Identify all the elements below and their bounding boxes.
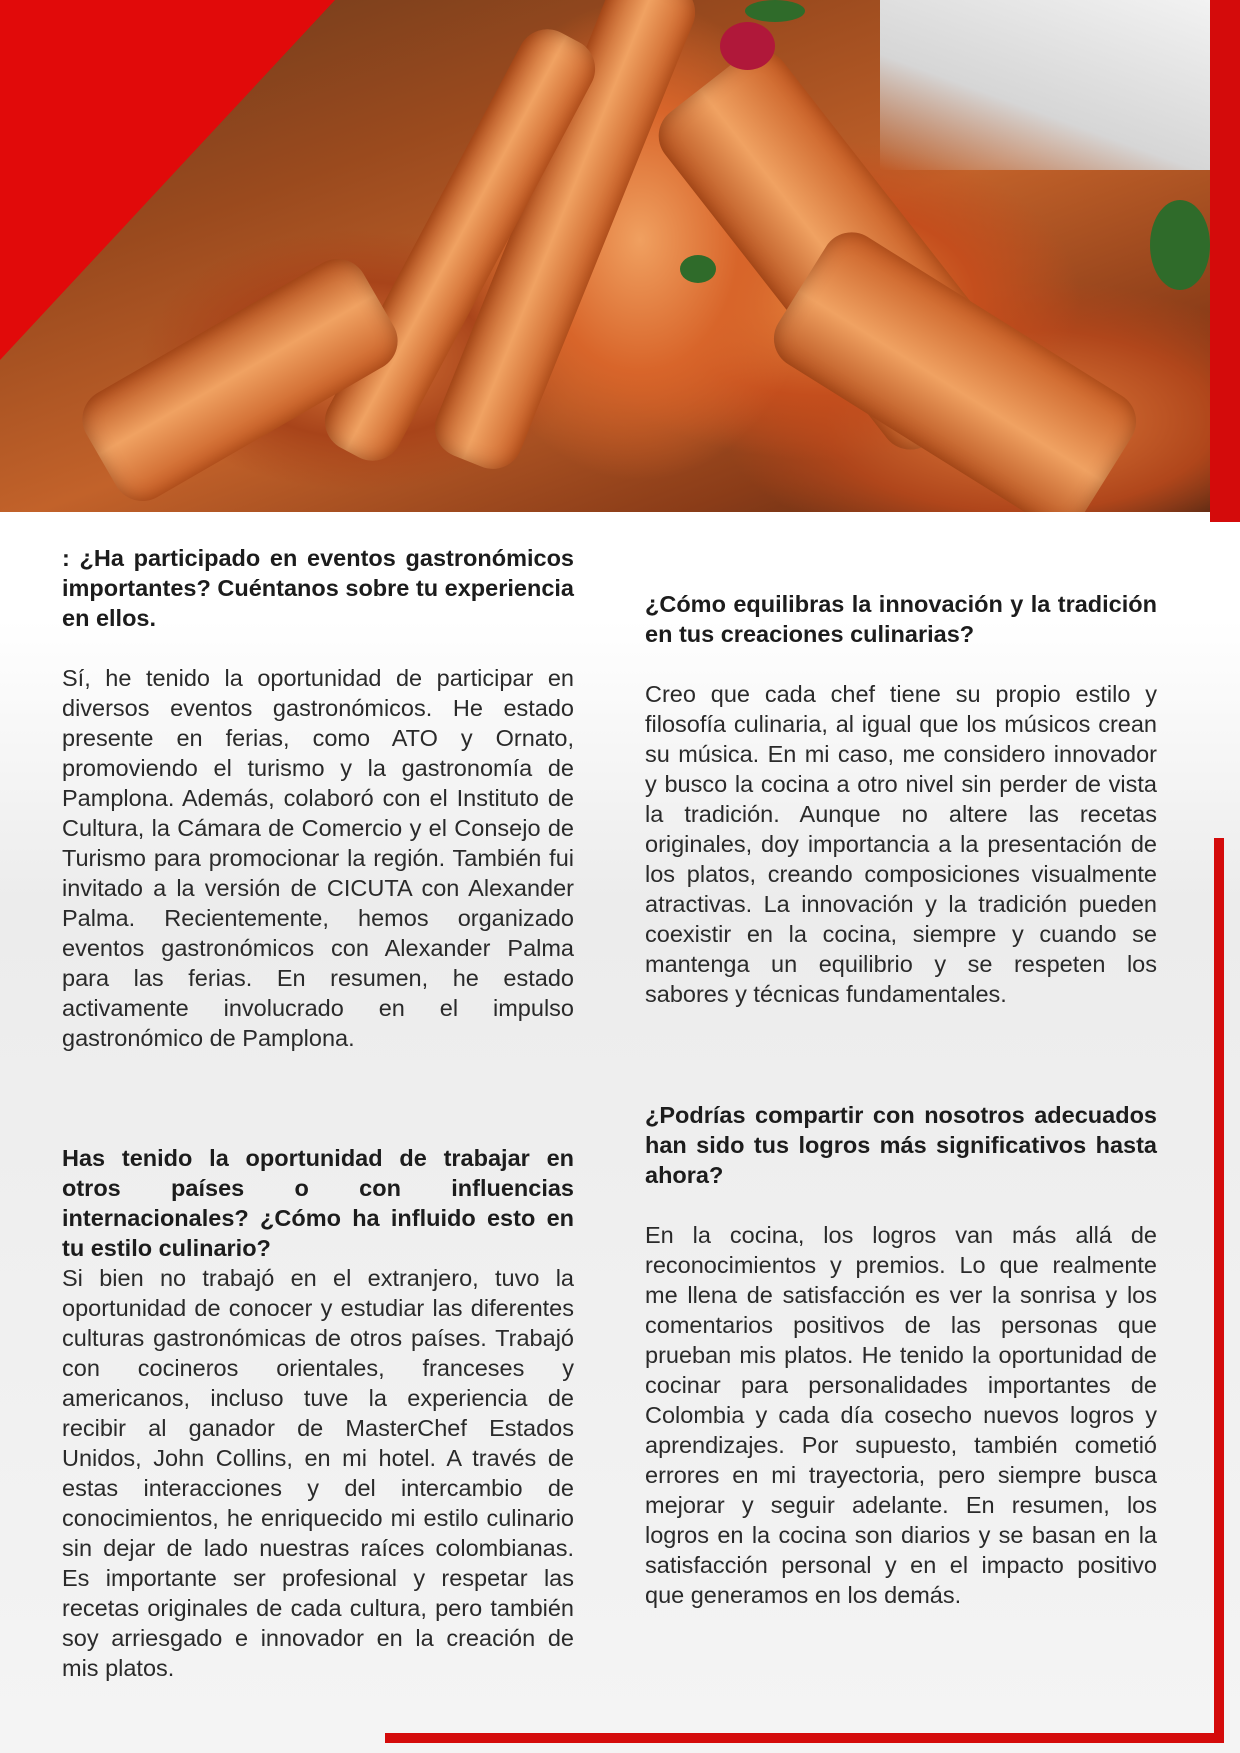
question-heading: Has tenido la oportunidad de trabajar en otros países o con influencias internacionales? ¿Cómo ha influido esto en tu estilo culinario? (62, 1145, 574, 1261)
herb-garnish (1150, 200, 1210, 290)
red-accent-bar (1210, 0, 1240, 522)
question-heading: ¿Cómo equilibras la innovación y la tradición en tus creaciones culinarias? (645, 591, 1157, 647)
red-accent-bar (385, 1733, 1224, 1743)
herb-garnish (745, 0, 805, 22)
herb-garnish (680, 255, 716, 283)
berry-garnish (720, 22, 775, 70)
question-heading: ¿Podrías compartir con nosotros adecuados han sido tus logros más significativos hasta ahora? (645, 1102, 1157, 1188)
plate-shape (880, 0, 1210, 170)
red-accent-bar (1214, 838, 1224, 1743)
question-heading: : ¿Ha participado en eventos gastronómicos importantes? Cuéntanos sobre tu experiencia en ellos. (62, 545, 574, 631)
red-corner-triangle (0, 0, 335, 360)
fried-strip (763, 221, 1148, 512)
answer-paragraph: En la cocina, los logros van más allá de reconocimientos y premios. Lo que realmente me llena de satisfacción es ver la sonrisa y los comentarios positivos de las personas que prueban mis platos. He tenido la oportunidad de cocinar para personalidades importantes de Colombia y cada día cosecho nuevos logros y aprendizajes. Por supuesto, también cometió errores en mi trayectoria, pero siempre busca mejorar y seguir adelante. En resumen, los logros en la cocina son diarios y se basan en la satisfacción personal y en el impacto positivo que generamos en los demás. (645, 1222, 1157, 1608)
answer-paragraph: Creo que cada chef tiene su propio estilo y filosofía culinaria, al igual que los músicos crean su música. En mi caso, me considero innovador y busco la cocina a otro nivel sin perder de vista la tradición. Aunque no altere las recetas originales, doy importancia a la presentación de los platos, creando composiciones visualmente atractivas. La innovación y la tradición pueden coexistir en la cocina, siempre y cuando se mantenga un equilibrio y se respeten los sabores y técnicas fundamentales. (645, 681, 1157, 1007)
answer-paragraph: Si bien no trabajó en el extranjero, tuvo la oportunidad de conocer y estudiar las diferentes culturas gastronómicas de otros países. Trabajó con cocineros orientales, franceses y americanos, incluso tuve la experiencia de recibir al ganador de MasterChef Estados Unidos, John Collins, en mi hotel. A través de estas interacciones y del intercambio de conocimientos, he enriquecido mi estilo culinario sin dejar de lado nuestras raíces colombianas. Es importante ser profesional y respetar las recetas originales de cada cultura, pero también soy arriesgado e innovador en la creación de mis platos. (62, 1265, 574, 1681)
answer-paragraph: Sí, he tenido la oportunidad de participar en diversos eventos gastronómicos. He estado presente en ferias, como ATO y Ornato, promoviendo el turismo y la gastronomía de Pamplona. Además, colaboró con el Instituto de Cultura, la Cámara de Comercio y el Consejo de Turismo para promocionar la región. También fui invitado a la versión de CICUTA con Alexander Palma. Recientemente, hemos organizado eventos gastronómicos con Alexander Palma para las ferias. En resumen, he estado activamente involucrado en el impulso gastronómico de Pamplona. (62, 665, 574, 1051)
